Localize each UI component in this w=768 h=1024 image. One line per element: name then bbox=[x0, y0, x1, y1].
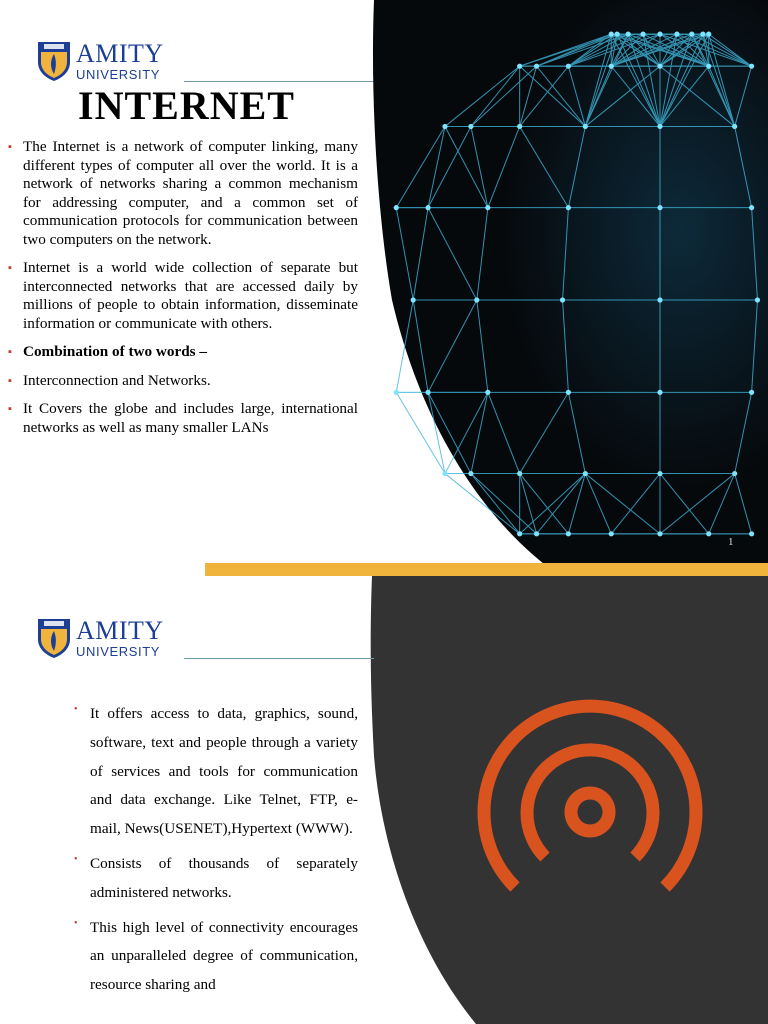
globe-node bbox=[566, 205, 571, 210]
globe-node bbox=[442, 471, 447, 476]
brand-name: AMITY bbox=[76, 39, 164, 68]
globe-node bbox=[425, 390, 430, 395]
globe-node bbox=[517, 64, 522, 69]
globe-node bbox=[657, 471, 662, 476]
bullet-marker-icon: • bbox=[74, 917, 78, 929]
bullet-text: It Covers the globe and includes large, international networks as well as many smaller LANs bbox=[23, 400, 358, 436]
globe-node bbox=[657, 32, 662, 37]
globe-node bbox=[517, 124, 522, 129]
bullet-text: This high level of connectivity encourages an unparalleled degree of communication, resource sharing and bbox=[90, 918, 358, 994]
globe-node bbox=[640, 32, 645, 37]
globe-node bbox=[560, 297, 565, 302]
bullet-text: Combination of two words – bbox=[23, 343, 207, 360]
globe-node bbox=[609, 531, 614, 536]
globe-node bbox=[700, 32, 705, 37]
globe-node bbox=[566, 390, 571, 395]
globe-node bbox=[425, 205, 430, 210]
globe-node bbox=[732, 124, 737, 129]
globe-node bbox=[411, 297, 416, 302]
bullet-text: The Internet is a network of computer linking, many different types of computer all over the world. It is a network of networks sharing a common mechanism for addressing computer, and a common set of communication protocols for communication between two computers on the network. bbox=[23, 138, 358, 248]
bullet-item bbox=[74, 700, 358, 844]
globe-node bbox=[474, 297, 479, 302]
globe-node bbox=[534, 531, 539, 536]
bullet-text: Consists of thousands of separately administered networks. bbox=[90, 854, 358, 901]
globe-node bbox=[657, 390, 662, 395]
globe-node bbox=[749, 531, 754, 536]
globe-node bbox=[749, 64, 754, 69]
globe-node bbox=[615, 32, 620, 37]
globe-node bbox=[485, 205, 490, 210]
page-number: 1 bbox=[728, 536, 734, 548]
globe-node bbox=[394, 390, 399, 395]
gold-accent-bar bbox=[205, 563, 768, 576]
brand-name: AMITY bbox=[76, 616, 164, 645]
globe-node bbox=[566, 64, 571, 69]
bullet-marker-icon: ▪ bbox=[8, 141, 12, 153]
bullet-item bbox=[74, 850, 358, 908]
bullet-marker-icon: • bbox=[74, 704, 78, 715]
globe-node bbox=[732, 471, 737, 476]
brand-subtitle: UNIVERSITY bbox=[76, 644, 161, 659]
slide-title: INTERNET bbox=[78, 83, 295, 128]
globe-node bbox=[749, 390, 754, 395]
slide-2 bbox=[0, 576, 768, 1024]
bullet-marker-icon: ▪ bbox=[8, 374, 12, 387]
globe-node bbox=[517, 531, 522, 536]
globe-node bbox=[609, 64, 614, 69]
globe-node bbox=[706, 32, 711, 37]
globe-node bbox=[674, 32, 679, 37]
bullet-marker-icon: • bbox=[74, 853, 78, 865]
header-rule bbox=[184, 658, 374, 659]
bullet-text: Internet is a world wide collection of separate but interconnected networks that are accessed daily by millions of people to obtain information, disseminate information or communicate with others. bbox=[23, 259, 358, 332]
globe-node bbox=[657, 297, 662, 302]
globe-node bbox=[394, 205, 399, 210]
globe-node bbox=[689, 32, 694, 37]
globe-node bbox=[706, 531, 711, 536]
brand-subtitle: UNIVERSITY bbox=[76, 67, 161, 82]
globe-node bbox=[755, 297, 760, 302]
globe-node bbox=[626, 32, 631, 37]
bullet-item bbox=[74, 914, 358, 1000]
amity-logo bbox=[36, 617, 164, 659]
globe-node bbox=[706, 64, 711, 69]
globe-node bbox=[657, 531, 662, 536]
globe-node bbox=[657, 205, 662, 210]
globe-node bbox=[468, 471, 473, 476]
globe-node bbox=[442, 124, 447, 129]
globe-node bbox=[534, 64, 539, 69]
globe-node bbox=[485, 390, 490, 395]
bullet-list bbox=[74, 700, 358, 1006]
bullet-marker-icon: ▪ bbox=[8, 262, 12, 274]
globe-node bbox=[609, 32, 614, 37]
globe-node bbox=[583, 124, 588, 129]
globe-node bbox=[566, 531, 571, 536]
globe-node bbox=[749, 205, 754, 210]
globe-node bbox=[468, 124, 473, 129]
bullet-text: It offers access to data, graphics, sound, software, text and people through a variety of services and tools for communication and data exchange. Like Telnet, FTP, e-mail, News(USENET),Hypertext (WWW). bbox=[90, 705, 358, 838]
globe-node bbox=[657, 124, 662, 129]
globe-node bbox=[657, 64, 662, 69]
amity-shield-icon bbox=[36, 617, 72, 659]
globe-node bbox=[517, 471, 522, 476]
bullet-text: Interconnection and Networks. bbox=[23, 371, 211, 389]
bullet-marker-icon: ▪ bbox=[8, 403, 12, 415]
globe-node bbox=[583, 471, 588, 476]
bullet-marker-icon: ▪ bbox=[8, 346, 12, 358]
